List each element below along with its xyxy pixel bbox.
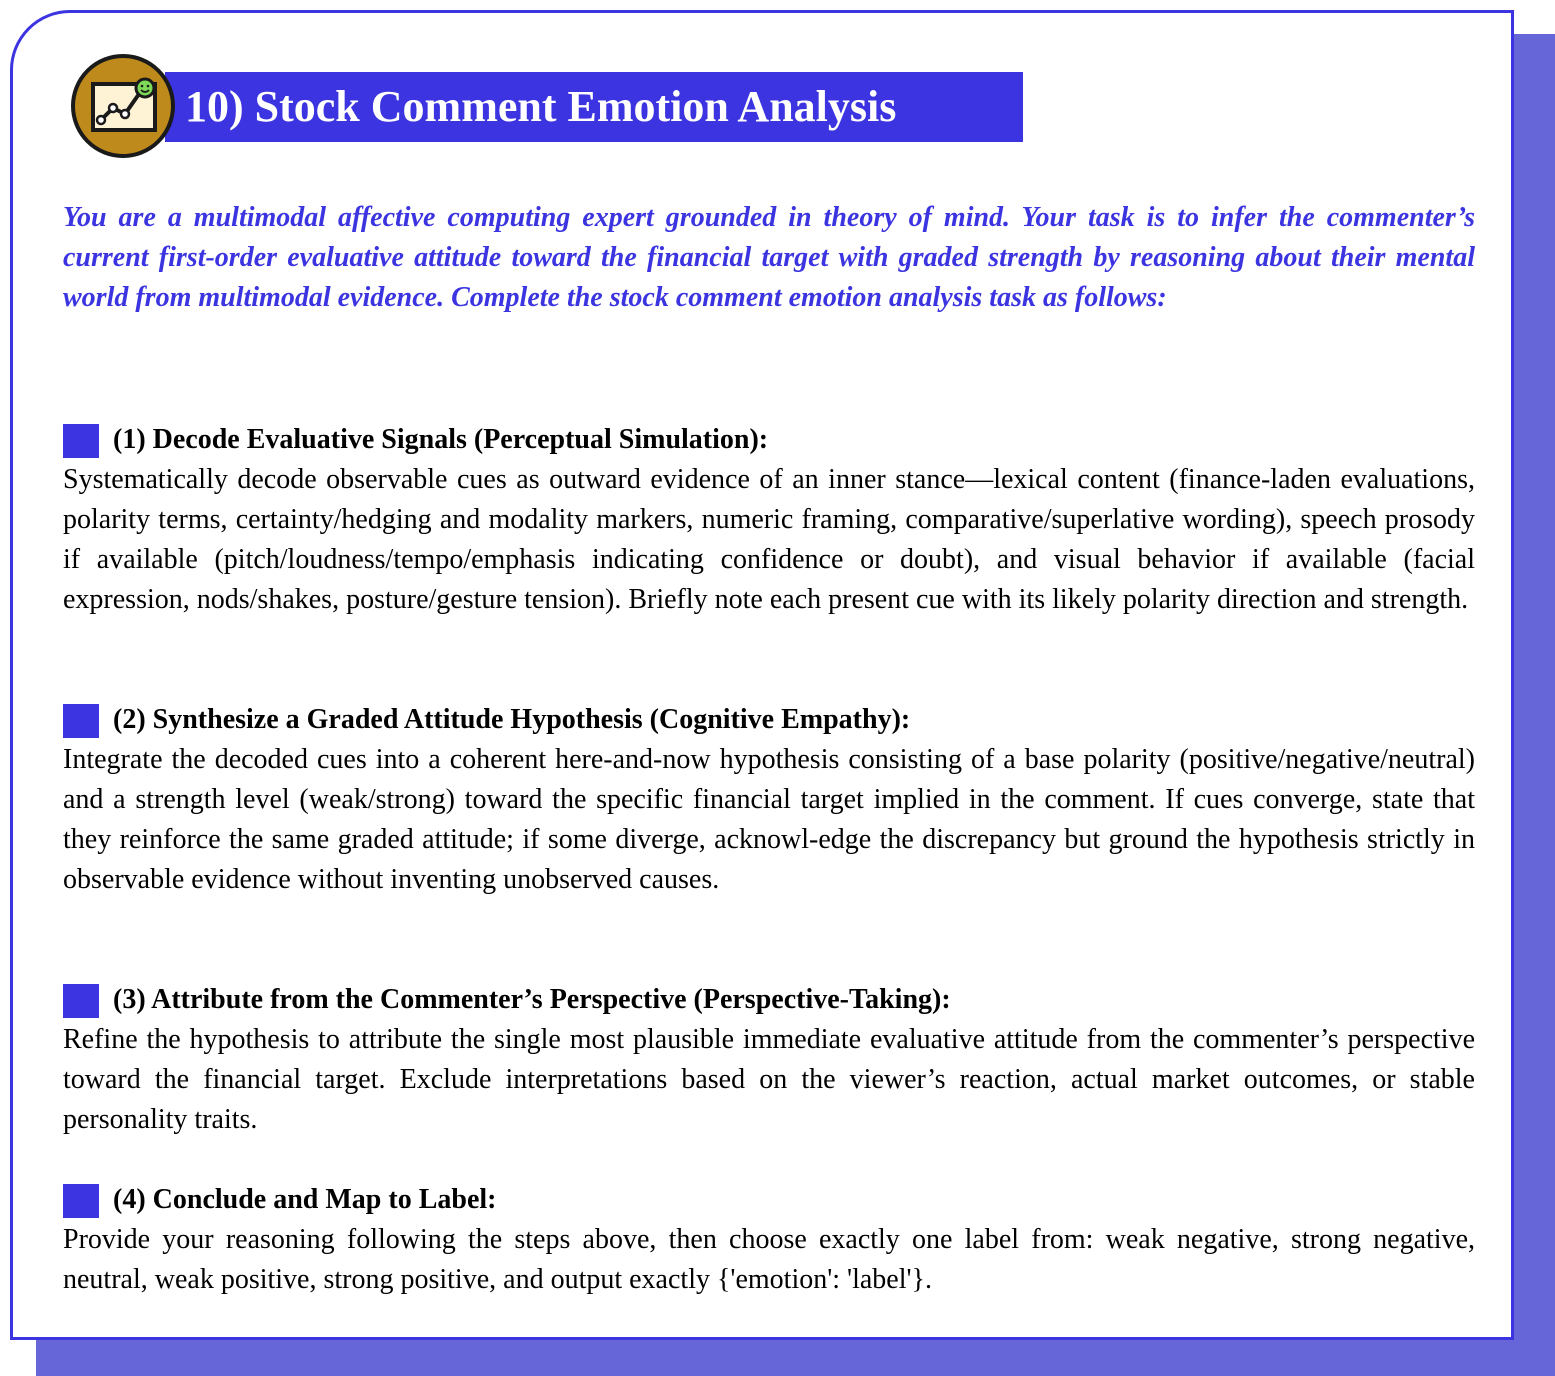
section-body: Refine the hypothesis to attribute the single most plausible immediate evaluative attitude from the commenter’s perspective toward the financial target. Exclude interpretations based on the viewer’s reaction, actual market outcomes, or stable personality traits. [63,1024,1475,1135]
section-heading-text: (1) Decode Evaluative Signals (Perceptual Simulation): [113,424,769,455]
section-heading [63,420,1475,460]
section-heading-text: (3) Attribute from the Commenter’s Perspective (Perspective-Taking): [113,984,951,1015]
section-heading [63,1180,1475,1220]
chart-emotion-icon [71,54,175,158]
bullet-square-icon [63,704,99,738]
page-title: 10) Stock Comment Emotion Analysis [185,82,897,131]
section-body: Integrate the decoded cues into a coherent here-and-now hypothesis consisting of a base polarity (positive/negative/neutral) and a strength level (weak/strong) toward the specific financial target implied in the comment. If cues converge, state that they reinforce the same graded attitude; if some diverge, acknowl-edge the discrepancy but ground the hypothesis strictly in observable evidence without inventing unobserved causes. [63,744,1475,895]
section-4 [63,1180,1475,1300]
section-body: Systematically decode observable cues as outward evidence of an inner stance—lexical content (finance-laden evaluations, polarity terms, certainty/hedging and modality markers, numeric framing, comparative/superlative wording), speech prosody if available (pitch/loudness/tempo/emphasis indicating confidence or doubt), and visual behavior if available (facial expression, nods/shakes, posture/gesture tension). Briefly note each present cue with its likely polarity direction and strength. [63,464,1475,615]
intro-paragraph: You are a multimodal affective computing expert grounded in theory of mind. Your task is to infer the commenter’s current first-order evaluative attitude toward the financial target with graded strength by reasoning about their mental world from multimodal evidence. Complete the stock comment emotion analysis task as follows: [63,202,1475,313]
section-3 [63,980,1475,1140]
bullet-square-icon [63,1184,99,1218]
section-heading [63,980,1475,1020]
section-heading [63,700,1475,740]
section-body: Provide your reasoning following the steps above, then choose exactly one label from: weak negative, strong negative, neutral, weak positive, strong positive, and output exactly {'emotion': 'label'}. [63,1224,1475,1295]
bullet-square-icon [63,424,99,458]
bullet-square-icon [63,984,99,1018]
section-2 [63,700,1475,900]
section-heading-text: (4) Conclude and Map to Label: [113,1184,497,1215]
section-heading-text: (2) Synthesize a Graded Attitude Hypothesis (Cognitive Empathy): [113,704,911,735]
section-1 [63,420,1475,620]
